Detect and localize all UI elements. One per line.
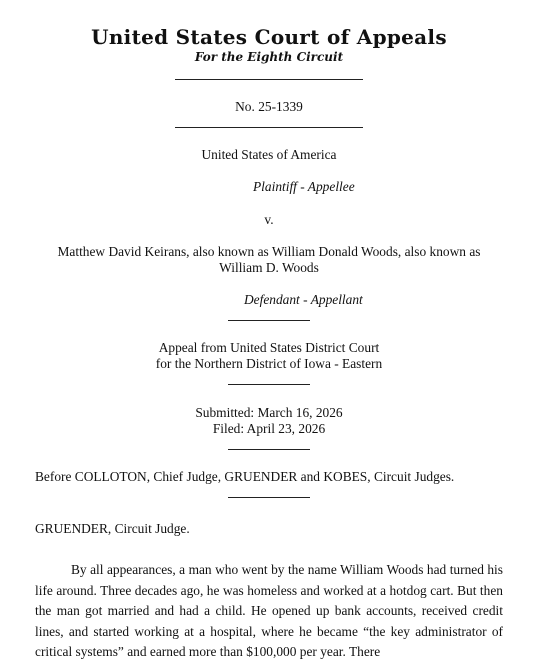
circuit-name: For the Eighth Circuit [194,50,344,64]
defendant-name-line2: William D. Woods [219,260,319,275]
submitted-date: Submitted: March 16, 2026 [195,405,343,420]
divider [228,384,310,385]
plaintiff-role: Plaintiff - Appellee [253,179,355,194]
divider [228,449,310,450]
opinion-paragraph [35,560,503,663]
case-number: No. 25-1339 [235,99,303,114]
versus: v. [264,212,274,227]
filed-date: Filed: April 23, 2026 [212,421,326,436]
panel-line: Before COLLOTON, Chief Judge, GRUENDER and KOBES, Circuit Judges. [35,469,455,484]
court-name: United States Court of Appeals [91,25,447,49]
defendant-role: Defendant - Appellant [244,292,363,307]
plaintiff-name: United States of America [201,147,337,162]
divider [228,320,310,321]
opinion-text: By all appearances, a man who went by the name William Woods had turned his life around. Three decades ago, he was homeless and worked at a hotdog cart. But then the man got married and had a child. He opened up bank accounts, received credit lines, and started working at a hospital, where he became “the key administrator of critical systems” and earned more than $100,000 per year. There [35,562,503,659]
defendant-name-line1: Matthew David Keirans, also known as William Donald Woods, also known as [57,244,481,259]
appeal-line2: for the Northern District of Iowa - Eastern [155,356,383,371]
divider [175,127,363,128]
appeal-line1: Appeal from United States District Court [158,340,380,355]
divider [175,79,363,80]
opinion-author: GRUENDER, Circuit Judge. [35,521,190,536]
divider [228,497,310,498]
